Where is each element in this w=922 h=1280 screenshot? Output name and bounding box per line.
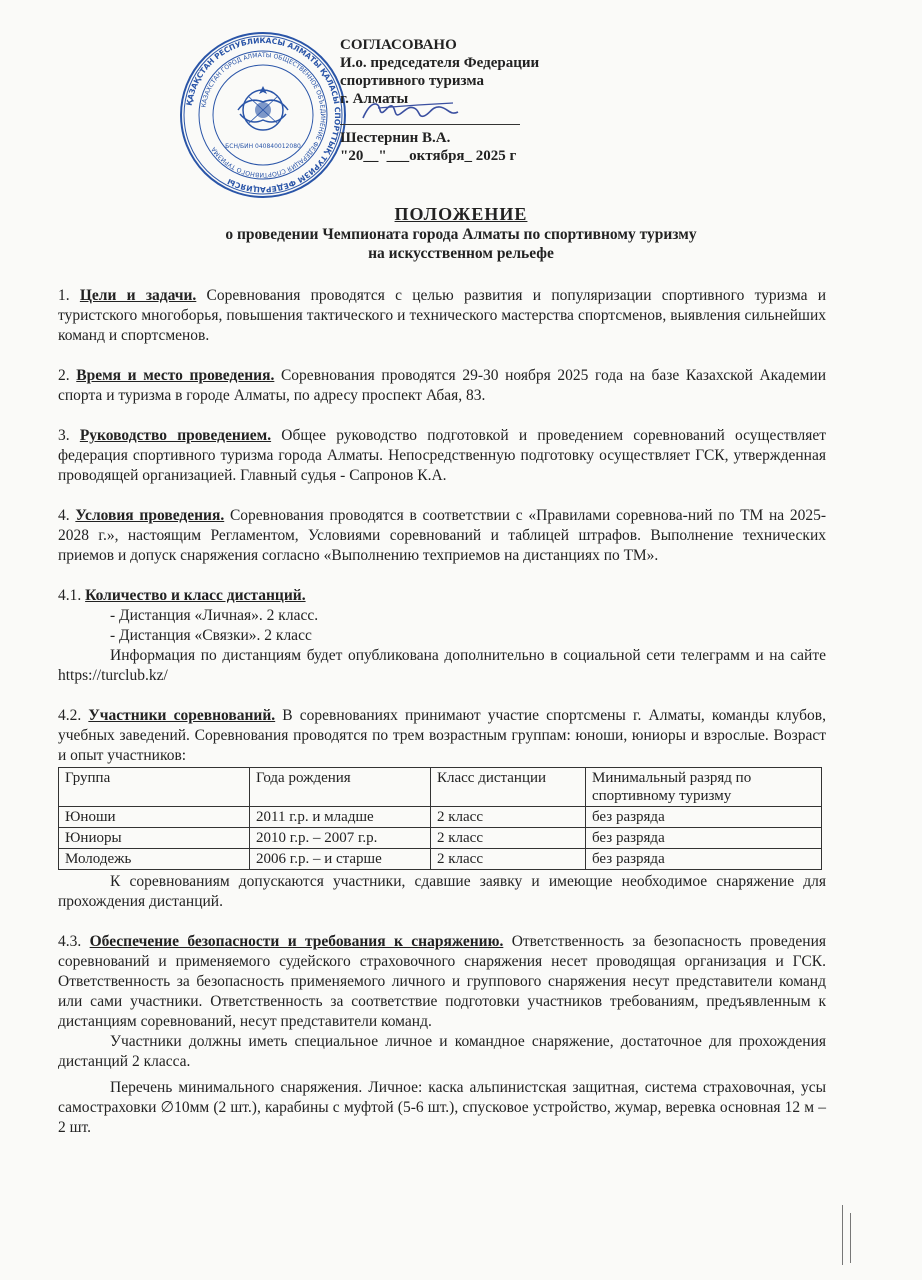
seal-bin: БСН/БИН 040840012080 [225, 143, 301, 150]
table-cell: 2010 г.р. – 2007 г.р. [250, 828, 431, 849]
margin-marks [840, 1205, 860, 1275]
table-cell: Юниоры [59, 828, 250, 849]
seal-outer-text: ҚАЗАҚСТАН РЕСПУБЛИКАСЫ АЛМАТЫ ҚАЛАСЫ СПОРТТЫҚ ТУРИЗМ ФЕДЕРАЦИЯСЫ [184, 35, 343, 195]
table-header-cell: Группа [59, 768, 250, 807]
section-4-1-header [58, 586, 826, 606]
section-4-2-number: 4.2. [58, 707, 82, 724]
section-4-1-info: Информация по дистанциям будет опубликована дополнительно в социальной сети телеграмм и на сайте https://turclub.kz/ [58, 647, 826, 684]
section-4-1-heading: Количество и класс дистанций. [85, 587, 306, 604]
approval-date: "20__"___октября_ 2025 г [340, 148, 517, 164]
approval-title: СОГЛАСОВАНО [340, 37, 457, 53]
signature-line [340, 110, 520, 125]
distance-item-team: - Дистанция «Связки». 2 класс [110, 627, 312, 644]
document-subtitle-2: на искусственном рельефе [368, 245, 554, 262]
section-4-3-heading: Обеспечение безопасности и требования к снаряжению. [89, 933, 504, 950]
section-3 [58, 426, 826, 486]
section-4-3-p3: Перечень минимального снаряжения. Личное: каска альпинистская защитная, система страховочная, усы самостраховки ∅10мм (2 шт.), карабины с муфтой (5-6 шт.), спусковое устройство, жумар, веревка основная 12 м – 2 шт. [58, 1079, 826, 1136]
section-4-3-number: 4.3. [58, 933, 82, 950]
document-subtitle-1: о проведении Чемпионата города Алматы по спортивному туризму [225, 226, 697, 243]
section-4-2-text: В соревнованиях принимают участие спортсмены г. Алматы, команды клубов, учебных заведений. Соревнования проводятся по трем возрастным группам: юноши, юниоры и взрослые. Возраст и опыт участников: [58, 707, 826, 764]
table-header-cell: Года рождения [250, 768, 431, 807]
table-header-row [59, 768, 822, 807]
table-cell: 2 класс [431, 849, 586, 870]
section-4-3-text: Ответственность за безопасность проведения соревнований и применяемого судейского страховочного снаряжения несет проводящая организация и ГСК. Ответственность за безопасность применяемого личного и группового снаряжения несут представители команд или сами участники. Ответственность за соответствие подготовки участников требованиям, предъявленным к дистанциям соревнований, несут представители команд. [58, 933, 826, 1030]
section-4-text: Соревнования проводятся в соответствии с «Правилами соревнова-ний по ТМ на 2025-2028 г.», настоящим Регламентом, Условиями соревнований и таблицей штрафов. Выполнение технических приемов и допуск снаряжения согласно «Выполнению техприемов на дистанциях по ТМ». [58, 507, 827, 564]
table-cell: 2 класс [431, 828, 586, 849]
section-1-text: Соревнования проводятся с целью развития и популяризации спортивного туризма и туристского многоборья, повышения тактического и технического мастерства спортсменов, выявления сильнейших команд и спортсменов. [58, 287, 826, 344]
section-1 [58, 286, 826, 346]
document-title: ПОЛОЖЕНИЕ [394, 204, 528, 224]
official-seal-icon [178, 30, 348, 200]
section-4-number: 4. [58, 507, 70, 524]
table-header-cell: Класс дистанции [431, 768, 586, 807]
section-4-heading: Условия проведения. [75, 507, 225, 524]
document-content [58, 286, 826, 1138]
table-cell: 2011 г.р. и младше [250, 807, 431, 828]
approval-organization: спортивного туризма [340, 73, 484, 89]
approval-city: г. Алматы [340, 91, 409, 107]
section-4-2-heading: Участники соревнований. [88, 707, 276, 724]
section-1-number: 1. [58, 287, 70, 304]
section-3-number: 3. [58, 427, 70, 444]
section-3-text: Общее руководство подготовкой и проведением соревнований осуществляет федерация спортивного туризма города Алматы. Непосредственную подготовку осуществляет ГСК, утвержденная проводящей организацией. Главный судья - Сапронов К.А. [58, 427, 826, 484]
table-cell: 2 класс [431, 807, 586, 828]
section-4-2-after: К соревнованиям допускаются участники, сдавшие заявку и имеющие необходимое снаряжение для прохождения дистанций. [58, 873, 826, 910]
section-2-text: Соревнования проводятся 29-30 ноября 2025 года на базе Казахской Академии спорта и туризма в городе Алматы, по адресу проспект Абая, 83. [58, 367, 827, 404]
document-title-block [0, 203, 922, 263]
signature-icon [358, 96, 468, 128]
section-4-3-p2: Участники должны иметь специальное личное и командное снаряжение, достаточное для прохождения дистанций 2 класса. [58, 1033, 826, 1070]
section-4-3 [58, 932, 826, 1032]
section-2-number: 2. [58, 367, 70, 384]
participants-table [58, 767, 822, 870]
section-3-heading: Руководство проведением. [79, 427, 272, 444]
section-4 [58, 506, 826, 566]
table-row [59, 849, 822, 870]
approval-position: И.о. председателя Федерации [340, 55, 540, 71]
approval-block [340, 36, 539, 165]
seal-inner-text: КАЗАХСТАН ГОРОД АЛМАТЫ ОБЩЕСТВЕННОЕ ОБЪЕДИНЕНИЕ ФЕДЕРАЦИЯ СПОРТИВНОГО ТУРИЗМА [200, 51, 327, 179]
table-cell: 2006 г.р. – и старше [250, 849, 431, 870]
table-cell: без разряда [586, 807, 822, 828]
section-4-1-number: 4.1. [58, 587, 82, 604]
section-2 [58, 366, 826, 406]
table-cell: Молодежь [59, 849, 250, 870]
table-row [59, 807, 822, 828]
table-header-cell: Минимальный разряд по спортивному туризму [586, 768, 822, 807]
table-cell: без разряда [586, 849, 822, 870]
section-1-heading: Цели и задачи. [79, 287, 197, 304]
table-cell: Юноши [59, 807, 250, 828]
distance-item-personal: - Дистанция «Личная». 2 класс. [110, 607, 319, 624]
emblem-icon [238, 86, 288, 130]
approval-name: Шестернин В.А. [340, 130, 451, 146]
table-row [59, 828, 822, 849]
table-cell: без разряда [586, 828, 822, 849]
section-2-heading: Время и место проведения. [76, 367, 275, 384]
section-4-2 [58, 706, 826, 766]
